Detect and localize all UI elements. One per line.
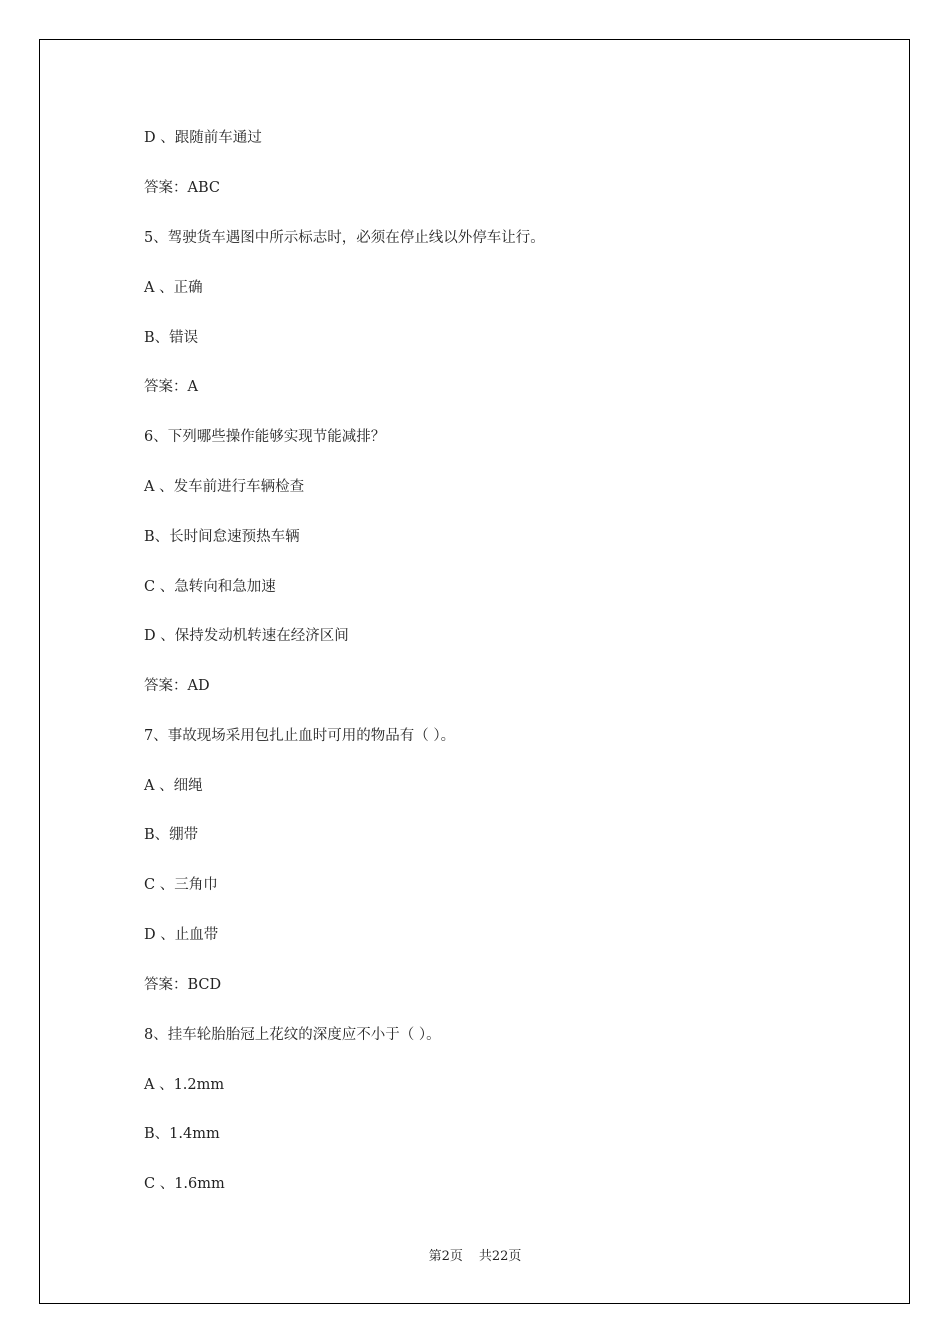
option-text: D 、止血带 xyxy=(144,927,219,943)
option-text: C 、1.6mm xyxy=(144,1176,225,1192)
option-text: B、错误 xyxy=(144,330,199,346)
option-text: B、1.4mm xyxy=(144,1126,220,1142)
question-text: 8、挂车轮胎胎冠上花纹的深度应不小于（ ）。 xyxy=(144,1027,441,1043)
option-text: A 、细绳 xyxy=(144,778,203,794)
option-text: A 、发车前进行车辆检查 xyxy=(144,479,305,495)
page-total: 共22页 xyxy=(478,1249,522,1264)
page-footer xyxy=(0,1247,950,1267)
option-text: C 、三角巾 xyxy=(144,877,218,893)
answer-text: 答案：A xyxy=(144,379,198,395)
option-text: C 、急转向和急加速 xyxy=(144,579,276,595)
option-text: A 、1.2mm xyxy=(144,1077,225,1093)
option-text: D 、保持发动机转速在经济区间 xyxy=(144,628,349,644)
question-text: 7、事故现场采用包扎止血时可用的物品有（ ）。 xyxy=(144,728,456,744)
answer-text: 答案：ABC xyxy=(144,180,220,196)
question-text: 5、驾驶货车遇图中所示标志时，必须在停止线以外停车让行。 xyxy=(144,230,545,246)
option-text: B、绷带 xyxy=(144,827,199,843)
option-text: D 、跟随前车通过 xyxy=(144,130,262,146)
question-text: 6、下列哪些操作能够实现节能减排？ xyxy=(144,429,386,445)
option-text: A 、正确 xyxy=(144,280,203,296)
answer-text: 答案：BCD xyxy=(144,977,222,993)
page-number: 第2页 xyxy=(428,1249,463,1264)
option-text: B、长时间怠速预热车辆 xyxy=(144,529,300,545)
answer-text: 答案：AD xyxy=(144,678,210,694)
